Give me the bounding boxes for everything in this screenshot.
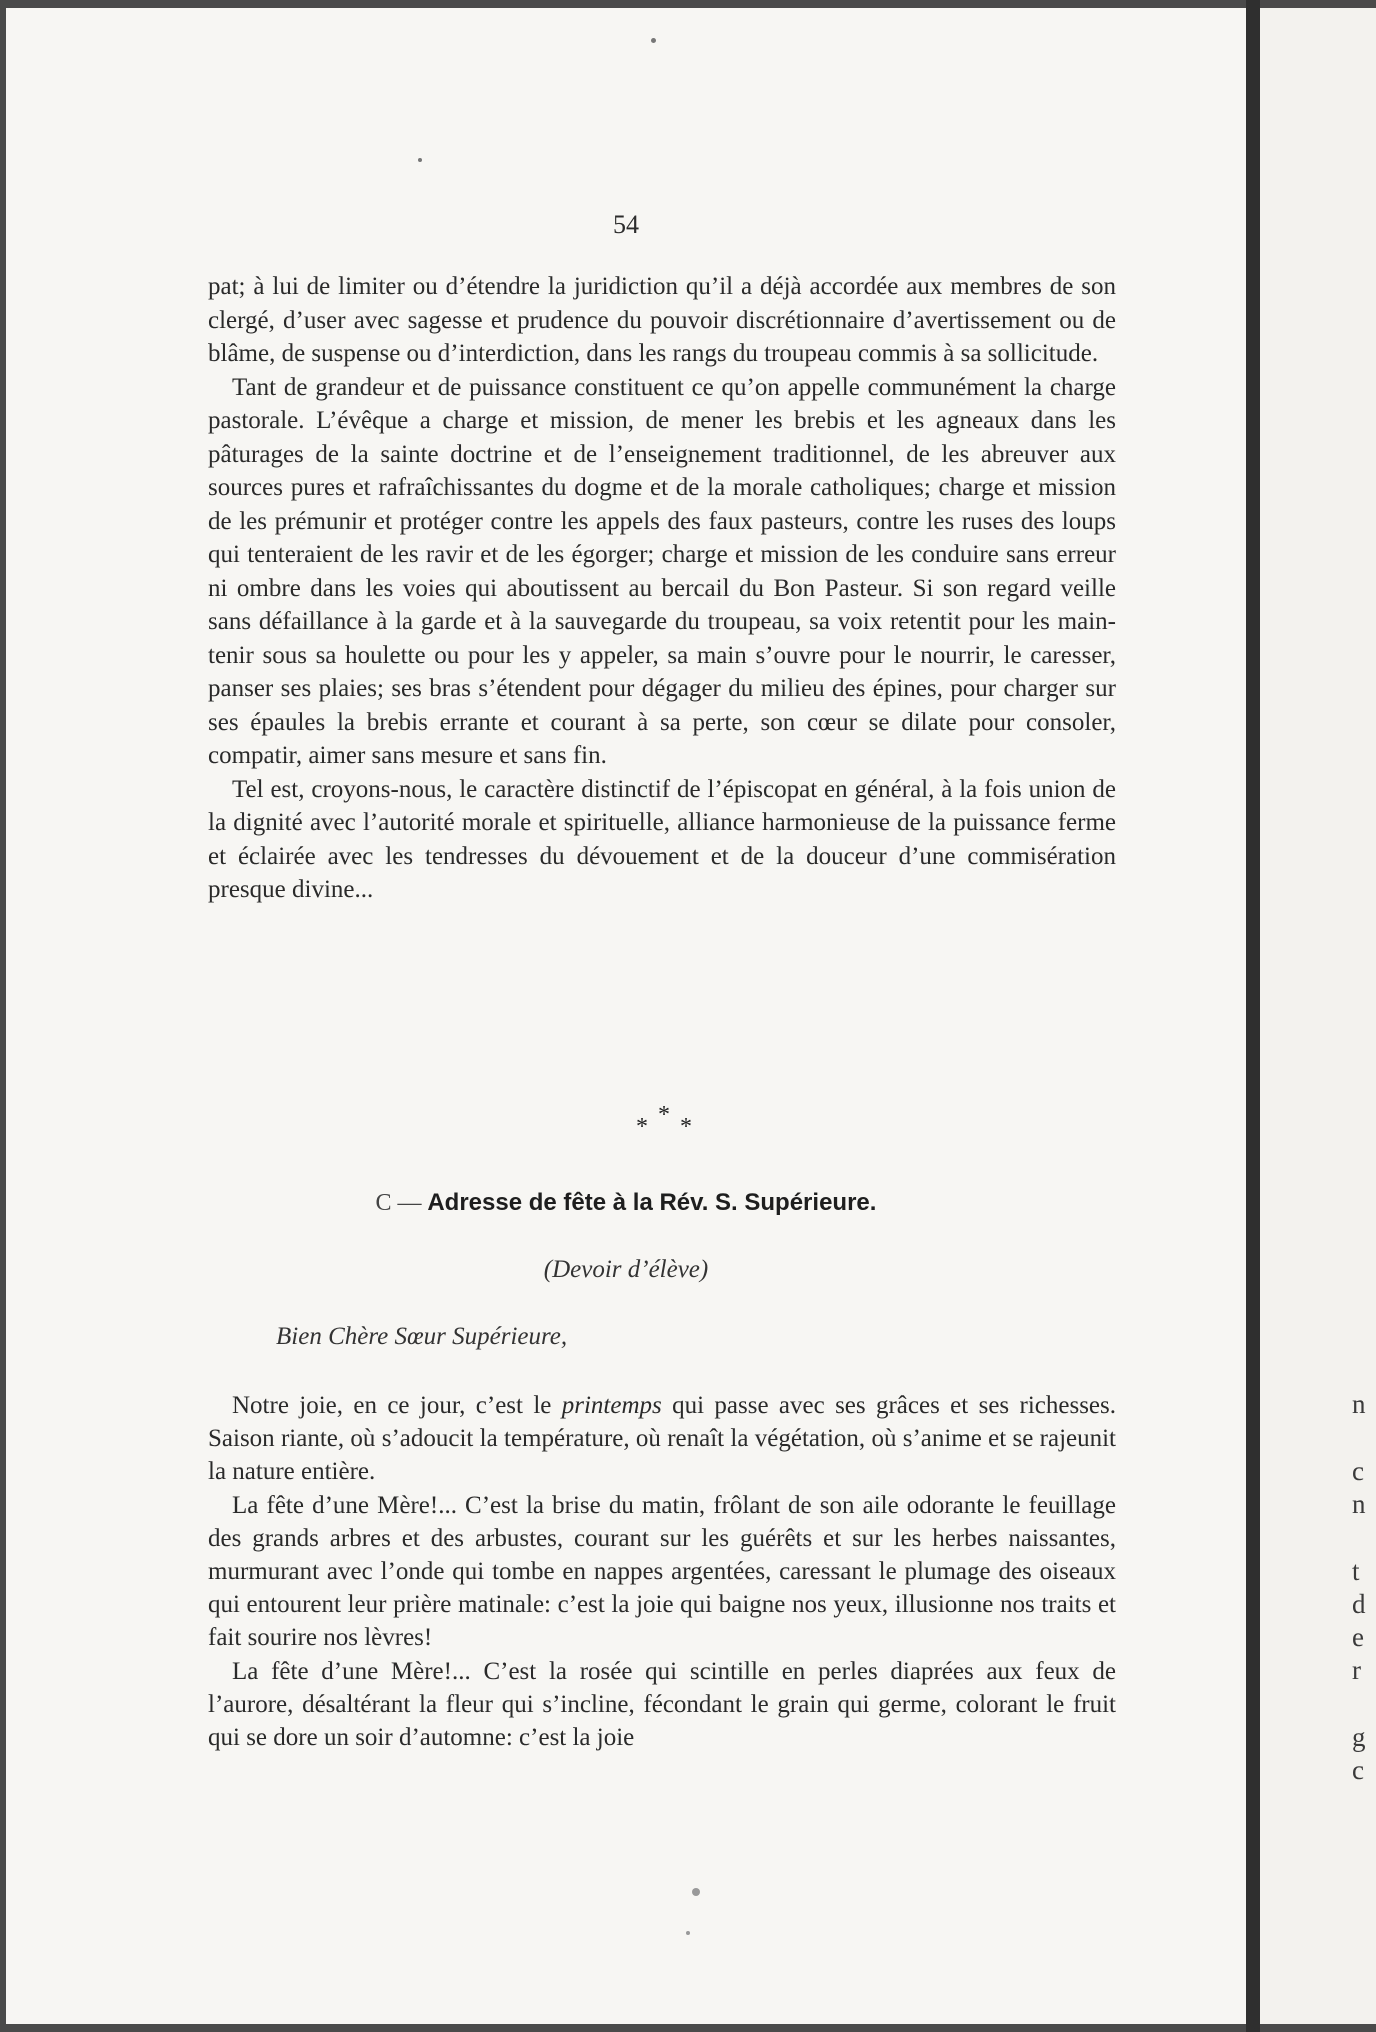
paragraph: Notre joie, en ce jour, c’est le printemps qui passe avec ses grâces et ses richesses. Saison riante, où s’adoucit la température, où renaît la végétation, où s’anime et se rajeunit la nature entière.: [208, 1392, 1117, 1486]
body-text: [208, 270, 1116, 907]
section-heading: [6, 1189, 1246, 1217]
paragraph: pat; à lui de limiter ou d’étendre la juridiction qu’il a déjà accordée aux membres de son clergé, d’user avec sagesse et prudence du pouvoir discrétionnaire d’avertissement ou de blâme, de suspense ou d’interdiction, dans les rangs du troupeau commis à sa sollicitude.: [208, 273, 1116, 367]
paragraph: La fête d’une Mère!... C’est la rosée qui scintille en perles diaprées aux feux de l’aurore, désaltérant la fleur qui s’incline, fécondant le grain qui germe, colorant le fruit qui se dore un soir d’automne: c’est la joie: [208, 1657, 1116, 1752]
paragraph: Tel est, croyons-nous, le caractère distinctif de l’épiscopat en général, à la fois union de la dignité avec l’autorité morale et spirituelle, alliance harmonieuse de la puissance ferme et éclairée avec les tendresses du dévouement et de la douceur d’une commisération presque divine...: [208, 775, 1116, 903]
text-fragment: e: [1352, 1622, 1364, 1652]
text-fragment: d: [1352, 1589, 1366, 1619]
section-letter: C —: [375, 1190, 422, 1216]
letter-text: [208, 1389, 1116, 1754]
text-fragment: n: [1352, 1489, 1366, 1519]
star-glyph: *: [680, 1114, 692, 1140]
section-subtitle: (Devoir d’élève): [543, 1256, 709, 1283]
section-title: Adresse de fête à la Rév. S. Supérieure.: [427, 1189, 877, 1216]
ink-speck: [692, 1888, 700, 1896]
emphasis: printemps: [561, 1392, 662, 1419]
text-fragment: c: [1352, 1755, 1364, 1785]
star-glyph: *: [658, 1102, 670, 1128]
asterism-separator: [6, 1102, 1246, 1142]
book-page: [6, 8, 1246, 2024]
page-gutter-shadow: [1246, 0, 1260, 2032]
text-fragment: c: [1352, 1456, 1364, 1486]
text-fragment: n: [1352, 1389, 1366, 1419]
paragraph: La fête d’une Mère!... C’est la brise du matin, frôlant de son aile odorante le feuillage des grands arbres et des arbustes, courant sur les guérêts et sur les herbes naissantes, murmurant avec l’onde qui tombe en nappes argentées, caressant le plumage des oiseaux qui entourent leur prière matinale: c’est la joie qui baigne nos yeux, illusionne nos traits et fait sourire nos lèvres!: [208, 1491, 1116, 1652]
page-number: 54: [613, 210, 639, 239]
ink-speck: [651, 38, 656, 43]
text-fragment: r: [1352, 1655, 1361, 1685]
paragraph: Tant de grandeur et de puissance constituent ce qu’on appelle communément la charge pastorale. L’évêque a charge et mission, de mener les brebis et les agneaux dans les pâturages de la sainte doctrine et de l’enseignement traditionnel, de les abreuver aux sources pures et rafraîchissantes du dogme et de la morale catholiques; charge et mission de les prémunir et protéger contre les appels des faux pasteurs, contre les ruses des loups qui tenteraient de les ravir et de les égorger; charge et mission de les conduire sans erreur ni ombre dans les voies qui aboutissent au bercail du Bon Pasteur. Si son regard veille sans défaillance à la garde et à la sauvegarde du troupeau, sa voix retentit pour les maintenir sous sa houlette ou pour les y appeler, sa main s’ouvre pour le nourrir, le caresser, panser ses plaies; ses bras s’étendent pour dégager du milieu des épines, pour charger sur ses épaules la brebis errante et courant à sa perte, son cœur se dilate pour consoler, compatir, aimer sans mesure et sans fin.: [208, 373, 1116, 769]
text-fragment: t: [1352, 1556, 1360, 1586]
ink-speck: [686, 1931, 690, 1935]
adjacent-page-edge: [1260, 8, 1376, 2024]
text-fragment: g: [1352, 1722, 1366, 1752]
salutation: Bien Chère Sœur Supérieure,: [276, 1323, 568, 1350]
star-glyph: *: [636, 1114, 648, 1140]
ink-speck: [418, 158, 422, 162]
